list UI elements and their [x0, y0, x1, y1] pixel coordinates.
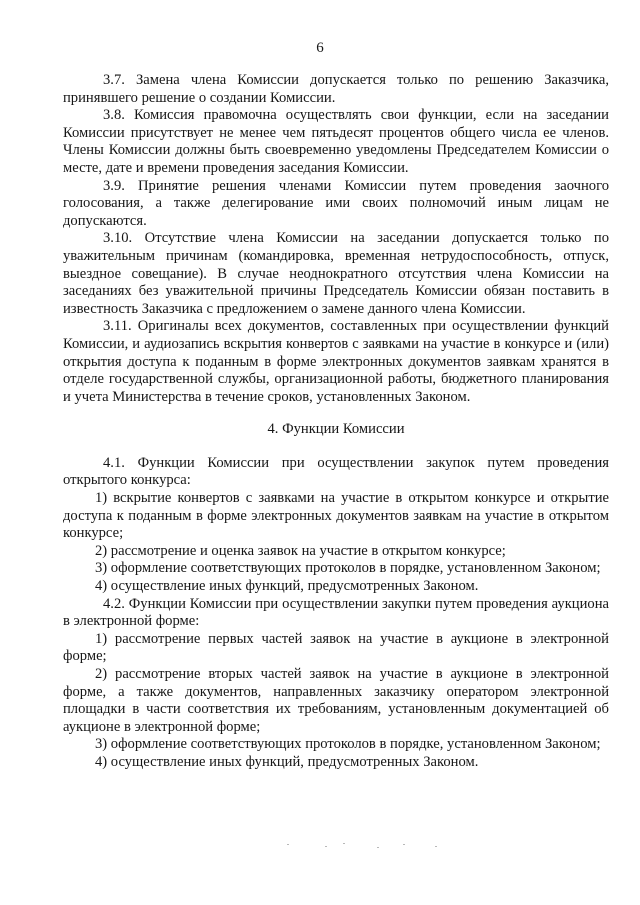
list-item-4-2-4: 4) осуществление иных функций, предусмотренных Законом.	[95, 753, 479, 770]
list-item-4-1-3: 3) оформление соответствующих протоколов в порядке, установленном Законом;	[95, 560, 601, 577]
paragraph-3-10: 3.10. Отсутствие члена Комиссии на заседании допускается только по уважительным причинам (командировка, временная нетрудоспособность, отпуск, выездное совещание). В случае неоднократного отсутствия члена Комиссии на заседаниях без уважительной причины Председатель Комиссии обязан поставить в известность Заказчика с предложением о замене данного члена Комиссии.	[63, 230, 609, 317]
list-item-4-1-4: 4) осуществление иных функций, предусмотренных Законом.	[95, 578, 479, 595]
list-item-4-1-1: 1) вскрытие конвертов с заявками на участие в открытом конкурсе и открытие доступа к поданным в форме электронных документов заявкам на участие в открытом конкурсе;	[63, 490, 609, 542]
list-item-4-2-2: 2) рассмотрение вторых частей заявок на участие в аукционе в электронной форме, а также документов, направленных заказчику оператором электронной площадки в части соответствия их требованиям, установленным документацией об аукционе в электронной форме;	[63, 666, 609, 735]
section-4-heading: 4. Функции Комиссии	[267, 421, 405, 438]
paragraph-4-1: 4.1. Функции Комиссии при осуществлении закупок путем проведения открытого конкурса:	[63, 454, 609, 489]
page-number: 6	[316, 40, 324, 56]
list-item-4-2-3: 3) оформление соответствующих протоколов в порядке, установленном Законом;	[95, 736, 601, 753]
paragraph-3-9: 3.9. Принятие решения членами Комиссии путем проведения заочного голосования, а также делегирование ими своих полномочий иным лицам не допускаются.	[63, 177, 609, 229]
paragraph-3-8: 3.8. Комиссия правомочна осуществлять свои функции, если на заседании Комиссии присутствует не менее чем пятьдесят процентов общего числа ее членов. Члены Комиссии должны быть своевременно уведомлены Председателем Комиссии о месте, дате и времени проведения заседания Комиссии.	[63, 107, 609, 176]
list-item-4-1-2: 2) рассмотрение и оценка заявок на участие в открытом конкурсе;	[95, 542, 506, 559]
paragraph-4-2: 4.2. Функции Комиссии при осуществлении закупки путем проведения аукциона в электронной форме:	[63, 595, 609, 630]
paragraph-3-11: 3.11. Оригиналы всех документов, составленных при осуществлении функций Комиссии, и аудиозапись вскрытия конвертов с заявками на участие в конкурсе и (или) открытия доступа к поданным в форме электронных документов заявкам хранятся в отделе государственной службы, организационной работы, бюджетного планирования и учета Министерства в течение сроков, установленных Законом.	[63, 318, 609, 405]
document-body	[63, 72, 609, 772]
paragraph-3-7: 3.7. Замена члена Комиссии допускается только по решению Заказчика, принявшего решение о создании Комиссии.	[63, 72, 609, 106]
scan-noise	[285, 842, 445, 850]
list-item-4-2-1: 1) рассмотрение первых частей заявок на участие в аукционе в электронной форме;	[63, 630, 609, 665]
